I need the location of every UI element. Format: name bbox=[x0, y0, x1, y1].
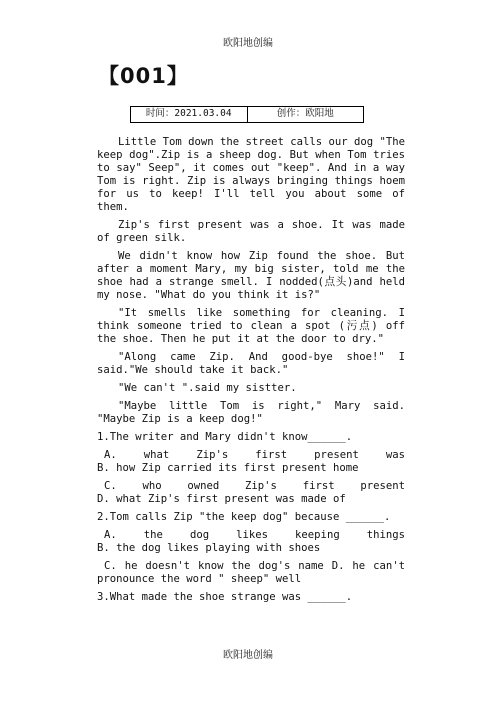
document-title: 【001】 bbox=[98, 64, 189, 88]
question-2: 2.Tom calls Zip "the keep dog" because ______. bbox=[97, 511, 391, 523]
paragraph: "Maybe little Tom is right," Mary said. "Maybe Zip is a keep dog!" bbox=[97, 400, 405, 425]
question-1-options bbox=[97, 449, 405, 475]
option-d: D. what Zip's first present was made of bbox=[97, 493, 346, 505]
question-3: 3.What made the shoe strange was ______. bbox=[97, 591, 353, 603]
question-1-options-2 bbox=[97, 480, 405, 506]
paragraph: "We can't ".said my sistter. bbox=[118, 382, 297, 394]
paragraph: Little Tom down the street calls our dog "The keep dog".Zip is a sheep dog. But when Tom tries to say" Seep", it comes out "keep". And in a way Tom is right. Zip is always bringing things hoem for us to keep! I'll tell you about some of them. bbox=[97, 136, 406, 213]
option-c-d: C. he doesn't know the dog's name D. he can't pronounce the word " sheep" well bbox=[97, 560, 405, 585]
question-2-options-2 bbox=[97, 560, 405, 586]
option-a: A. what Zip's first present was bbox=[104, 449, 405, 461]
document-body bbox=[97, 136, 405, 609]
option-b: B. how Zip carried its first present home bbox=[97, 462, 359, 474]
meta-author: 创作：欧阳地 bbox=[247, 107, 364, 122]
option-c: C. who owned Zip's first present bbox=[104, 480, 405, 492]
paragraph: We didn't know how Zip found the shoe. But after a moment Mary, my big sister, told me the shoe had a strange smell. I nodded(点头)and held my nose. "What do you think it is?" bbox=[97, 250, 405, 301]
meta-table bbox=[130, 106, 364, 123]
question-2-options bbox=[97, 529, 405, 555]
paragraph: "Along came Zip. And good-bye shoe!" I said."We should take it back." bbox=[97, 351, 405, 376]
page-header: 欧阳地创编 bbox=[223, 38, 273, 49]
meta-time: 时间：2021.03.04 bbox=[145, 108, 232, 119]
page-footer: 欧阳地创编 bbox=[223, 650, 273, 661]
paragraph: "It smells like something for cleaning. I think someone tried to clean a spot (污点) off the shoe. Then he put it at the door to dry." bbox=[97, 307, 405, 345]
paragraph: Zip's first present was a shoe. It was made of green silk. bbox=[97, 219, 405, 244]
question-1: 1.The writer and Mary didn't know______. bbox=[97, 431, 353, 443]
option-b: B. the dog likes playing with shoes bbox=[97, 542, 321, 554]
option-a: A. the dog likes keeping things bbox=[104, 529, 405, 541]
